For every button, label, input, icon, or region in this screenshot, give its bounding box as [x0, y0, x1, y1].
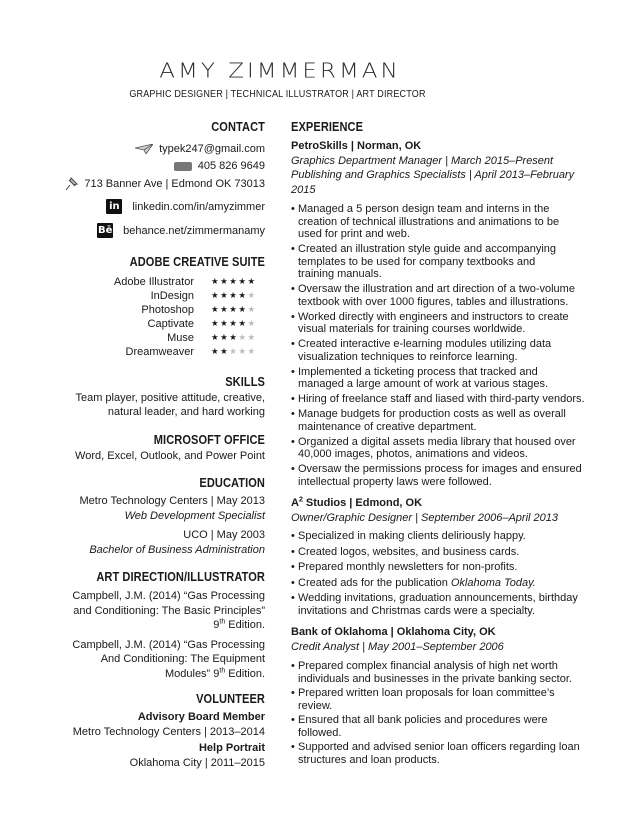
job-1-company: PetroSkills | Norman, OK — [291, 140, 422, 152]
job-1-bullets — [291, 203, 591, 488]
email-text[interactable]: typek247@gmail.com — [159, 142, 265, 155]
linkedin-icon: in — [106, 199, 122, 214]
publication-1-line-2: and Conditioning: The Basic Principles” — [73, 604, 265, 617]
bullet-item: • Specialized in making clients deliriously happy. — [291, 530, 591, 543]
star-icon: ★ — [229, 318, 239, 328]
star-icon: ★ — [238, 332, 248, 342]
job-1-role-1: Graphics Department Manager | March 2015–Present — [291, 154, 554, 167]
star-icon: ★ — [247, 318, 257, 328]
star-icon: ★ — [238, 276, 248, 286]
behance-icon: Bē — [97, 225, 113, 236]
star-icon: ★ — [247, 290, 257, 300]
star-icon: ★ — [211, 346, 221, 356]
bullet-item: • Manage budgets for production costs as well as overall maintenance of creative department. — [291, 408, 591, 433]
publication-2-line-1: Campbell, J.M. (2014) “Gas Processing — [72, 638, 265, 651]
right-column — [291, 118, 591, 766]
education-1-school: Metro Technology Centers | May 2013 — [79, 495, 265, 507]
linkedin-text[interactable]: linkedin.com/in/amyzimmer — [132, 200, 265, 213]
volunteer-1-title: Advisory Board Member — [137, 711, 265, 723]
adobe-skill-row — [60, 275, 265, 289]
phone-row[interactable] — [60, 158, 265, 176]
star-icon: ★ — [247, 332, 257, 342]
bullet-item: • Hiring of freelance staff and liased with third-party vendors. — [291, 393, 591, 406]
education-heading: EDUCATION — [199, 475, 265, 490]
paper-plane-icon — [135, 144, 153, 154]
bullet-item: • Prepared written loan proposals for loan committee’s review. — [291, 687, 591, 712]
role-titles: GRAPHIC DESIGNER | TECHNICAL ILLUSTRATOR | ART DIRECTOR — [129, 88, 426, 100]
address-row — [60, 175, 265, 193]
adobe-skill-row — [60, 317, 265, 331]
adobe-skill-name: Captivate — [147, 317, 194, 330]
star-icon: ★ — [220, 346, 230, 356]
address-text: 713 Banner Ave | Edmond OK 73013 — [84, 177, 265, 190]
adobe-heading: ADOBE CREATIVE SUITE — [129, 253, 265, 269]
bullet-item: • Supported and advised senior loan officers regarding loan structures and loan products. — [291, 741, 591, 766]
star-icon: ★ — [220, 318, 230, 328]
star-icon: ★ — [220, 276, 230, 286]
bullet-item: • Implemented a ticketing process that tracked and managed a large amount of work at various stages. — [291, 366, 591, 391]
office-heading: MICROSOFT OFFICE — [153, 431, 265, 447]
education-1-degree: Web Development Specialist — [124, 509, 265, 522]
adobe-skill-list — [60, 275, 265, 359]
bullet-item: • Oversaw the illustration and art direction of a two-volume textbook with over 1000 figures, tables and illustrations. — [291, 283, 591, 308]
adobe-skill-row — [60, 303, 265, 317]
job-2-role: Owner/Graphic Designer | September 2006–April 2013 — [291, 511, 559, 524]
bullet-item: • Wedding invitations, graduation announcements, birthday invitations and Christmas cards were a specialty. — [291, 592, 591, 617]
bullet-item: • Prepared complex financial analysis of high net worth individuals and businesses in the private banking sector. — [291, 660, 591, 685]
skills-line-2: natural leader, and hard working — [107, 406, 265, 418]
star-icon: ★ — [247, 346, 257, 356]
behance-text[interactable]: behance.net/zimmermanamy — [123, 224, 265, 237]
phone-icon — [174, 162, 192, 171]
job-2-company: $A^2$ Studios | Edmond, OK — [291, 496, 423, 509]
rating-stars — [211, 332, 265, 343]
applicant-name: AMY ZIMMERMAN — [159, 59, 401, 83]
bullet-item: • Oversaw the permissions process for images and ensured intellectual property laws were followed. — [291, 463, 591, 488]
volunteer-2-org: Oklahoma City | 2011–2015 — [129, 756, 265, 769]
contact-heading: CONTACT — [211, 119, 265, 134]
star-icon: ★ — [211, 332, 221, 342]
publication-2-line-2: And Conditioning: The Equipment — [100, 653, 265, 665]
email-row[interactable] — [60, 140, 265, 158]
volunteer-1-org: Metro Technology Centers | 2013–2014 — [72, 725, 265, 738]
rating-stars — [211, 318, 265, 329]
office-text: Word, Excel, Outlook, and Power Point — [75, 449, 265, 462]
behance-row[interactable] — [60, 219, 265, 243]
bullet-item: • Organized a digital assets media library that housed over 40,000 images, photos, animations and videos. — [291, 436, 591, 461]
star-icon: ★ — [238, 290, 248, 300]
star-icon: ★ — [211, 318, 221, 328]
star-icon: ★ — [247, 304, 257, 314]
bullet-item: • Worked directly with engineers and instructors to create visual materials for training courses worldwide. — [291, 311, 591, 336]
star-icon: ★ — [229, 304, 239, 314]
publication-1-edition: 9th Edition. — [213, 618, 265, 631]
adobe-skill-name: Photoshop — [141, 303, 194, 316]
art-heading: ART DIRECTION/ILLUSTRATOR — [96, 569, 265, 584]
adobe-skill-row — [60, 345, 265, 359]
job-2-bullets — [291, 530, 591, 617]
adobe-skill-name: InDesign — [150, 289, 194, 302]
adobe-skill-row — [60, 289, 265, 303]
adobe-skill-name: Muse — [167, 331, 194, 344]
education-2-degree: Bachelor of Business Administration — [89, 543, 265, 556]
skills-heading: SKILLS — [225, 373, 265, 389]
job-3-company: Bank of Oklahoma | Oklahoma City, OK — [291, 626, 496, 638]
adobe-skill-row — [60, 331, 265, 345]
volunteer-heading: VOLUNTEER — [196, 691, 265, 706]
star-icon: ★ — [220, 332, 230, 342]
job-3-role: Credit Analyst | May 2001–September 2006 — [291, 640, 504, 653]
bullet-item: • Created an illustration style guide and accompanying templates to be used for company textbooks and training manuals. — [291, 243, 591, 281]
linkedin-row[interactable] — [60, 195, 265, 219]
star-icon: ★ — [238, 346, 248, 356]
bullet-item: • Ensured that all bank policies and procedures were followed. — [291, 714, 591, 739]
volunteer-2-title: Help Portrait — [198, 742, 265, 754]
rating-stars — [211, 290, 265, 301]
star-icon: ★ — [238, 318, 248, 328]
star-icon: ★ — [238, 304, 248, 314]
bullet-item: • Created logos, websites, and business cards. — [291, 546, 591, 559]
star-icon: ★ — [229, 346, 239, 356]
adobe-skill-name: Dreamweaver — [125, 345, 194, 358]
rating-stars — [211, 276, 265, 287]
left-column — [60, 118, 265, 770]
star-icon: ★ — [211, 290, 221, 300]
publication-2-edition: Modules” 9th Edition. — [164, 666, 265, 680]
star-icon: ★ — [211, 304, 221, 314]
education-2-school: UCO | May 2003 — [183, 529, 265, 541]
job-3-bullets — [291, 660, 591, 766]
star-icon: ★ — [247, 276, 257, 286]
job-1-role-2: Publishing and Graphics Specialists | April 2013–February 2015 — [291, 169, 575, 196]
bullet-item: • Managed a 5 person design team and interns in the creation of technical illustrations and animations to be used for print and web. — [291, 203, 591, 241]
map-pin-icon — [64, 177, 78, 191]
bullet-item: • Created interactive e-learning modules utilizing data visualization techniques to reinforce learning. — [291, 338, 591, 363]
star-icon: ★ — [211, 276, 221, 286]
adobe-skill-name: Adobe Illustrator — [113, 275, 194, 288]
experience-heading: EXPERIENCE — [291, 119, 364, 134]
star-icon: ★ — [220, 304, 230, 314]
star-icon: ★ — [229, 290, 239, 300]
rating-stars — [211, 304, 265, 315]
star-icon: ★ — [229, 332, 239, 342]
rating-stars — [211, 346, 265, 357]
star-icon: ★ — [220, 290, 230, 300]
bullet-item: • Created ads for the publication Oklahoma Today. — [291, 577, 591, 590]
phone-text[interactable]: 405 826 9649 — [197, 160, 265, 173]
bullet-item: • Prepared monthly newsletters for non-profits. — [291, 561, 591, 574]
publication-1-line-1: Campbell, J.M. (2014) “Gas Processing — [72, 590, 265, 602]
star-icon: ★ — [229, 276, 239, 286]
skills-line-1: Team player, positive attitude, creative, — [75, 391, 265, 404]
